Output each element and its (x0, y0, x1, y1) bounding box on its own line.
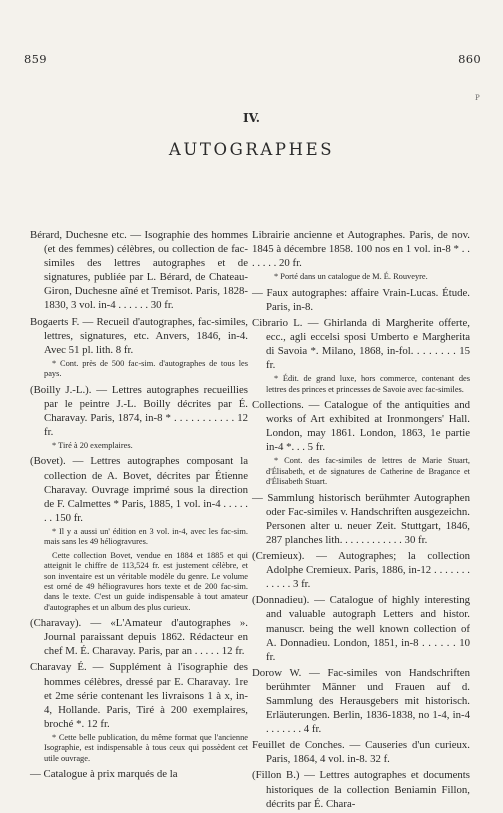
footnote: * Édit. de grand luxe, hors commerce, contenant des lettres des princes et princesses de Savoie avec fac-similes. (266, 374, 470, 394)
left-column (30, 228, 248, 783)
bibliography-entry: — Faux autographes: affaire Vrain-Lucas. Étude. Paris, in-8. (252, 286, 470, 313)
bibliography-entry: (Bovet). — Lettres autographes composant la collection de A. Bovet, décrites par Étienne Charavay. Ouvrage imprimé sous la direction de F. Calmettes * Paris, 1885, 1 vol. in-4 . . . . . . . 150 fr. (30, 455, 248, 524)
bibliography-entry: (Donnadieu). — Catalogue of highly interesting and valuable autograph Letters and histor. manuscr. being the well known collection of A. Donnadieu. London, 1851, in-8 . . . . . . 10 fr. (252, 594, 470, 663)
page-number-right: 860 (458, 52, 481, 66)
page-number-left: 859 (24, 52, 47, 66)
bibliography-entry: Cibrario L. — Ghirlanda di Margherite offerte, ecc., agli eccelsi sposi Umberto e Margherita di Savoia *. Milano, 1868, in-fol. . . . . . . . 15 fr. (252, 316, 470, 372)
bibliography-entry: Feuillet de Conches. — Causeries d'un curieux. Paris, 1864, 4 vol. in-8. 32 f. (252, 739, 470, 766)
bibliography-entry: (Cremieux). — Autographes; la collection Adolphe Cremieux. Paris, 1886, in-12 . . . . . . . . . . . . 3 fr. (252, 550, 470, 591)
right-column (252, 228, 470, 813)
bibliography-entry: (Fillon B.) — Lettres autographes et documents historiques de la collection Beniamin Fillon, décrits par É. Chara- (252, 769, 470, 810)
footnote: * Cont. près de 500 fac-sim. d'autographes de tous les pays. (44, 358, 248, 379)
footnote: * Cette belle publication, du même format que l'ancienne Isographie, est indispensable à tous ceux qui possèdent cet utile ouvrage. (44, 732, 248, 763)
bibliography-entry: Dorow W. — Fac-similes von Handschriften berühmter Männer und Frauen auf d. Sammlung des Herausgebers mit historisch. Erläuterungen. Berlin, 1836-1838, no 1-4, in-4 . . . . . . . 4 fr. (252, 666, 470, 736)
bibliography-entry: Collections. — Catalogue of the antiquities and works of Art exhibited at Ironmongers' Hall. London, may 1861. London, 1863, 1e partie in-4 *. . . 5 fr. (252, 399, 470, 454)
bibliography-entry: (Charavay). — «L'Amateur d'autographes ». Journal paraissant depuis 1862. Rédacteur en chef M. É. Charavay. Paris, par an . . . . . 12 fr. (30, 617, 248, 658)
bibliography-entry: Bérard, Duchesne etc. — Isographie des hommes (et des femmes) célèbres, ou collection de fac-similes des lettres autographes et de signatures, publiée par L. Bérard, de Chateau-Giron, Duchesne aîné et Tremisot. Paris, 1828-1830, 3 vol. in-4 . . . . . . 30 fr. (30, 229, 248, 312)
section-title: AUTOGRAPHES (168, 140, 335, 159)
footnote: * Porté dans un catalogue de M. É. Rouveyre. (274, 272, 428, 282)
footnote: * Il y a aussi un' édition en 3 vol. in-4, avec les fac-sim. mais sans les 49 héliogravures. (44, 526, 248, 547)
bibliography-entry: — Sammlung historisch berühmter Autographen oder Fac-similes v. Handschriften ausgezeichn. Personen alter u. neuer Zeit. Stuttgart, 1846, 287 planches lith. . . . . . . . . . . . 30 fr. (252, 491, 470, 546)
bibliography-entry-continued: Librairie ancienne et Autographes. Paris, de nov. 1845 à décembre 1858. 100 nos en 1 vol. in-8 * . . . . . . . 20 fr. (252, 229, 470, 270)
bibliography-entry: Charavay É. — Supplément à l'isographie des hommes célèbres, dressé par E. Charavay. 1re et 2me série contenant les livraisons 1 à x, in-4, Hollande. Paris, Tiré à 200 exemplaires, broché *. 12 fr. (30, 661, 248, 730)
bibliography-entry: Bogaerts F. — Recueil d'autographes, fac-similes, lettres, signatures, etc. Anvers, 1846, in-4. Avec 51 pl. lith. 8 fr. (30, 315, 248, 356)
footnote: * Tiré à 20 exemplaires. (52, 441, 133, 451)
bibliography-entry: (Boilly J.-L.). — Lettres autographes recueillies par le peintre J.-L. Boilly décrites par É. Charavay. Paris, 1874, in-8 * . . . . . . . . . . . 12 fr. (30, 383, 248, 438)
section-number: IV. (242, 111, 260, 125)
bibliography-entry: — Catalogue à prix marqués de la (30, 768, 178, 781)
printer-mark: P (475, 94, 480, 102)
footnote: Cette collection Bovet, vendue en 1884 et 1885 et qui atteignit le chiffre de 113,524 fr. est justement célèbre, et son inventaire est un véritable modèle du genre. Le volume est orné de 49 héliogravures hors texte et de 200 fac-sim. dans le texte. C'est un guide indispensable à tout amateur d'autographes et un album des plus curieux. (44, 550, 248, 612)
footnote: * Cont. des fac-similes de lettres de Marie Stuart, d'Élisabeth, et de signatures de Catherine de Bragance et d'Élisabeth Stuart. (266, 456, 470, 487)
